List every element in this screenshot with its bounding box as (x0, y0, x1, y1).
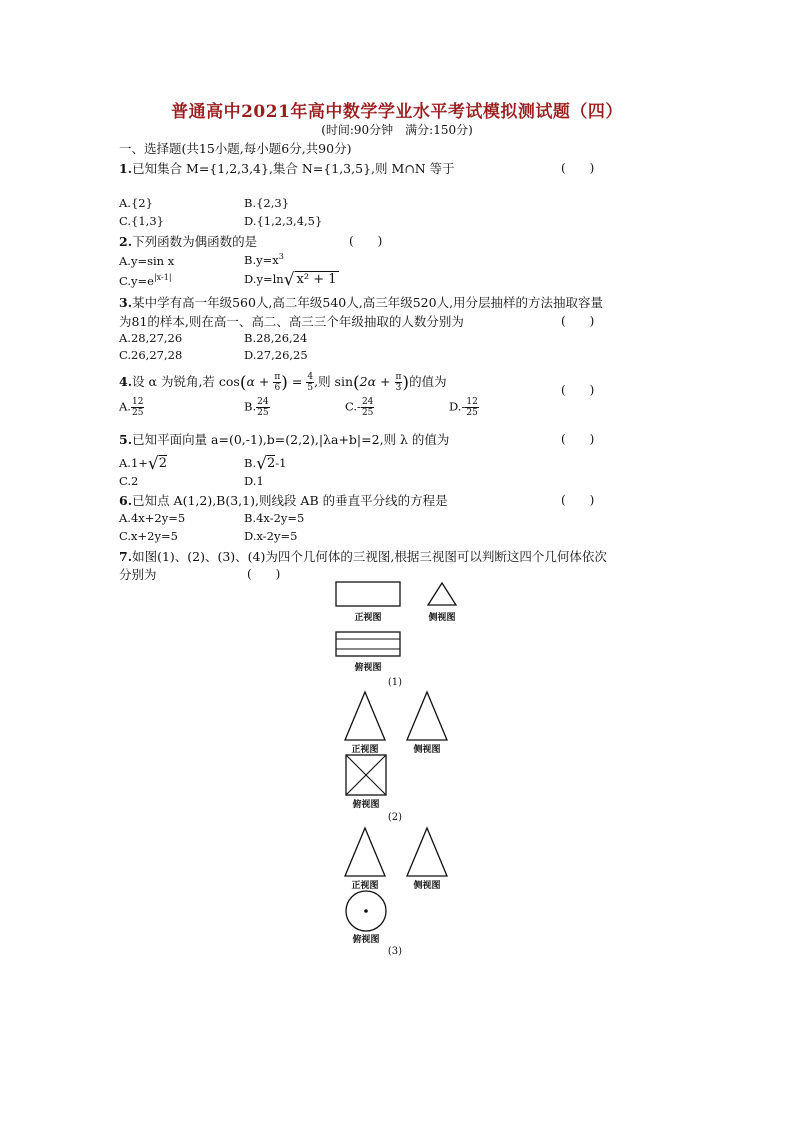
paren-open: ( (353, 373, 360, 393)
question-text: 已知集合 M={1,2,3,4},集合 N={1,3,5},则 M∩N 等于 (132, 161, 455, 176)
figure-label: (2) (387, 812, 403, 823)
question-text: 如图(1)、(2)、(3)、(4)为四个几何体的三视图,根据三视图可以判断这四个几何体依次 (132, 549, 607, 564)
question-text: 设 α 为锐角,若 cos (132, 374, 240, 389)
option-text: C.y=e (119, 273, 154, 288)
question-number: 4. (119, 374, 133, 389)
denominator: 5 (307, 383, 314, 393)
question-text: ,则 sin (314, 374, 354, 389)
option-b (244, 454, 286, 474)
exponent: 3 (278, 252, 284, 261)
option-c (345, 397, 374, 418)
answer-blank: ( ) (561, 161, 595, 175)
question-number: 6. (119, 493, 133, 508)
side-view-caption: 侧视图 (428, 613, 456, 623)
front-view-triangle-icon (343, 826, 387, 878)
sqrt-icon: √ (256, 454, 267, 474)
numerator: π (274, 372, 281, 382)
option-text: -1 (275, 456, 287, 470)
option-a: A.28,27,26 (119, 331, 183, 345)
answer-blank: ( ) (561, 314, 595, 328)
answer-blank: ( ) (561, 493, 595, 507)
denominator: 3 (395, 383, 402, 393)
side-view-triangle-icon (426, 581, 458, 607)
figure-label: (1) (387, 677, 403, 688)
option-text: C.- (345, 399, 361, 414)
numerator: 24 (361, 397, 374, 407)
answer-blank: ( ) (561, 383, 595, 397)
sqrt-icon: √ (147, 454, 159, 474)
page-title: 普通高中2021年高中数学学业水平考试模拟测试题（四） (171, 102, 623, 122)
option-text: B. (244, 456, 257, 470)
exponent: |x-1| (153, 273, 172, 282)
side-view-triangle-icon (405, 826, 449, 878)
radicand: 2 (158, 456, 168, 471)
option-d (244, 270, 339, 290)
option-b: B.{2,3} (244, 196, 290, 210)
option-text: D.- (449, 399, 466, 414)
numerator: 24 (257, 397, 269, 407)
option-c: C.2 (119, 474, 139, 488)
top-view-caption: 俯视图 (352, 935, 380, 945)
fraction (306, 372, 314, 393)
front-view-caption: 正视图 (354, 613, 382, 623)
side-view-triangle-icon (405, 690, 449, 742)
question-number: 2. (119, 234, 133, 249)
paren-close: ) (402, 373, 410, 393)
option-b (244, 397, 270, 418)
radicand: 2 (266, 456, 276, 471)
denominator: 25 (257, 408, 269, 418)
option-d: D.{1,2,3,4,5} (244, 214, 323, 228)
option-d: D.x-2y=5 (244, 529, 298, 543)
question-text: 已知点 A(1,2),B(3,1),则线段 AB 的垂直平分线的方程是 (132, 493, 448, 508)
option-d: D.1 (244, 474, 264, 488)
option-text: A. (119, 399, 131, 414)
numerator: 12 (131, 397, 144, 407)
option-b: B.4x-2y=5 (244, 511, 305, 525)
option-c (119, 273, 172, 288)
option-a: A.4x+2y=5 (119, 511, 186, 525)
answer-blank: ( ) (561, 432, 595, 446)
option-text: A.1+ (119, 456, 148, 470)
top-view-circle-icon (344, 889, 388, 933)
question-text: 下列函数为偶函数的是 (132, 234, 258, 249)
front-view-triangle-icon (343, 690, 387, 742)
question-3 (119, 293, 603, 311)
numerator: 12 (466, 397, 478, 407)
fraction (465, 397, 478, 418)
answer-blank: ( ) (247, 567, 281, 581)
equals: = (291, 374, 303, 389)
paren-open: ( (239, 373, 247, 393)
front-view-rectangle-icon (334, 580, 404, 608)
option-text: B.y=x (244, 252, 279, 267)
question-6 (119, 491, 448, 509)
denominator: 25 (466, 408, 478, 418)
numerator: π (395, 372, 402, 382)
question-4 (119, 369, 447, 396)
top-view-caption: 俯视图 (352, 800, 380, 810)
option-c: C.{1,3} (119, 214, 164, 228)
option-b: B.28,26,24 (244, 331, 308, 345)
question-7-cont: 分别为 (119, 567, 157, 582)
sqrt-icon: √ (283, 270, 295, 290)
numerator: 4 (307, 372, 314, 382)
question-text: 的值为 (409, 374, 447, 389)
question-number: 3. (119, 295, 133, 310)
question-7 (119, 547, 607, 565)
option-d (449, 397, 479, 418)
page-subtitle: (时间:90分钟 满分:150分) (321, 123, 473, 137)
question-text: 某中学有高一年级560人,高二年级540人,高三年级520人,用分层抽样的方法抽取容量 (132, 295, 604, 310)
denominator: 25 (131, 408, 144, 418)
option-c: C.26,27,28 (119, 348, 183, 362)
question-1 (119, 159, 455, 177)
side-view-caption: 侧视图 (413, 745, 441, 755)
fraction (361, 397, 374, 418)
question-2 (119, 232, 257, 250)
question-3-cont: 为81的样本,则在高一、高二、高三三个年级抽取的人数分别为 (119, 314, 464, 329)
front-view-caption: 正视图 (351, 881, 379, 891)
option-text: D.y=ln (244, 272, 284, 286)
top-view-caption: 俯视图 (354, 663, 382, 673)
side-view-caption: 侧视图 (413, 881, 441, 891)
front-view-caption: 正视图 (351, 745, 379, 755)
section-heading: 一、选择题(共15小题,每小题6分,共90分) (119, 141, 352, 156)
question-text: 已知平面向量 a=(0,-1),b=(2,2),|λa+b|=2,则 λ 的值为 (132, 432, 450, 447)
option-a (119, 454, 167, 474)
option-a: A.{2} (119, 196, 153, 210)
radicand: x² + 1 (296, 272, 337, 287)
question-number: 1. (119, 161, 133, 176)
top-view-square-cross-icon (344, 753, 388, 797)
figure-label: (3) (387, 946, 403, 957)
question-number: 7. (119, 549, 133, 564)
expr: 2α + (359, 374, 395, 389)
option-d: D.27,26,25 (244, 348, 308, 362)
denominator: 6 (274, 383, 281, 393)
option-text: B. (244, 399, 257, 414)
fraction (131, 397, 144, 418)
question-5 (119, 430, 449, 448)
option-a: A.y=sin x (119, 254, 175, 268)
paren-close: ) (281, 373, 288, 393)
answer-blank: ( ) (349, 234, 383, 248)
option-b (244, 252, 284, 267)
option-a (119, 397, 144, 418)
option-c: C.x+2y=5 (119, 529, 178, 543)
top-view-rectangle-icon (334, 630, 404, 658)
fraction (256, 397, 269, 418)
question-number: 5. (119, 432, 133, 447)
denominator: 25 (361, 408, 374, 418)
expr: α + (246, 374, 274, 389)
